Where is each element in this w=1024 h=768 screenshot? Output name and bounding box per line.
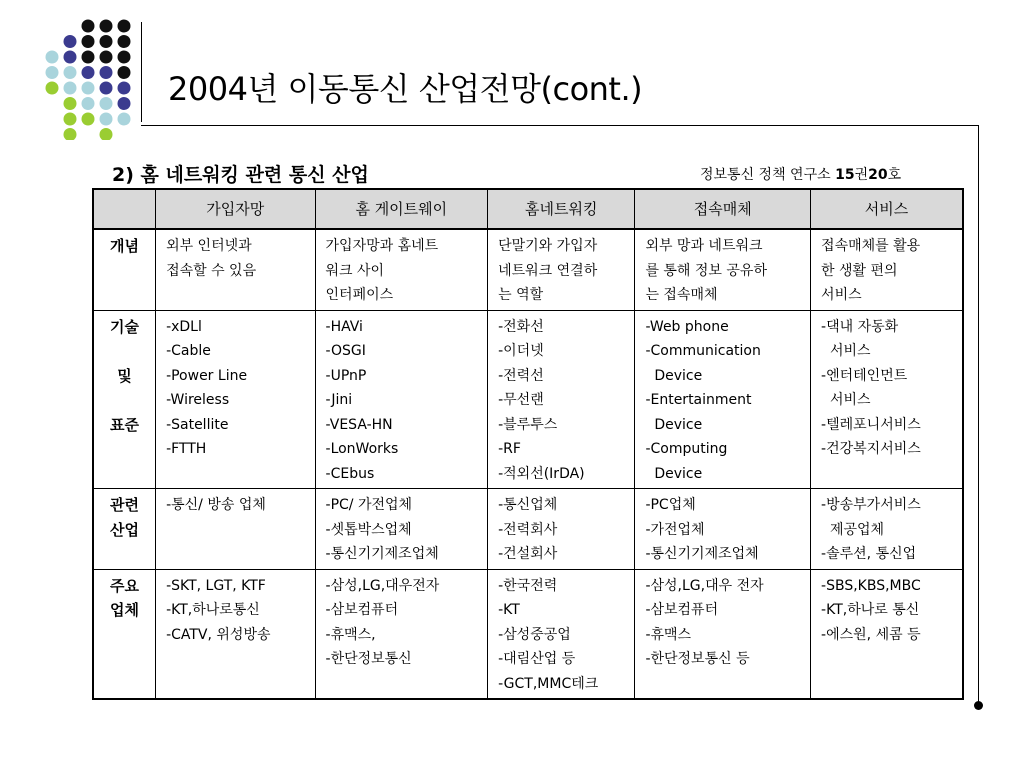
decorative-dot <box>82 35 95 48</box>
cell-line: -PC/ 가전업체 <box>325 497 413 513</box>
source-issue: 20 <box>868 167 888 183</box>
cell-line: 한 생활 편의 <box>821 262 898 279</box>
cell-line: -LonWorks <box>325 441 399 457</box>
right-border-line <box>978 125 979 705</box>
row-header <box>93 489 156 570</box>
cell-line: -삼보컴퓨터 <box>645 602 719 618</box>
cell-line: -Communication <box>645 343 761 359</box>
decorative-dot <box>64 97 77 110</box>
row-header <box>93 310 156 489</box>
cell-line: -적외선(IrDA) <box>498 465 585 482</box>
decorative-dot <box>64 128 77 140</box>
cell-line: -전화선 <box>498 318 544 335</box>
cell-line: -건설회사 <box>498 546 558 562</box>
section-subtitle <box>112 160 369 187</box>
decorative-dot <box>100 51 113 64</box>
row-header-line <box>96 339 153 364</box>
table-cell <box>315 569 488 699</box>
row-header-line: 주요 <box>110 576 140 595</box>
cell-line: 단말기와 가입자 <box>498 238 598 254</box>
cell-line: -한국전력 <box>498 577 558 594</box>
cell-line: -통신기기제조업체 <box>325 546 439 562</box>
decorative-dot <box>118 82 131 95</box>
table-cell <box>488 229 635 310</box>
table-cell <box>156 310 315 489</box>
cell-line: -텔레포니서비스 <box>821 416 921 433</box>
decorative-dot <box>82 113 95 126</box>
cell-line: 접속매체를 활용 <box>821 238 921 254</box>
cell-line: -KT,하나로통신 <box>166 602 260 618</box>
table-header-row <box>93 189 963 229</box>
decorative-dot <box>100 35 113 48</box>
cell-line: -이더넷 <box>498 343 544 359</box>
decorative-dot <box>100 82 113 95</box>
dot-grid-graphic <box>44 18 134 140</box>
table-cell <box>635 229 811 310</box>
cell-line: -가전업체 <box>645 521 705 538</box>
source-volume: 15 <box>835 167 855 183</box>
cell-line: -솔루션, 통신업 <box>821 546 917 562</box>
column-header <box>93 189 156 229</box>
cell-line: -댁내 자동화 <box>821 318 899 335</box>
cell-line: -엔터테인먼트 <box>821 367 908 384</box>
cell-line: -RF <box>498 441 521 457</box>
row-header-line: 관련 <box>110 496 140 514</box>
cell-line: -전력선 <box>498 367 544 384</box>
cell-line: -Web phone <box>645 318 729 335</box>
cell-line: -통신업체 <box>498 497 558 513</box>
cell-line: 제공업체 <box>821 521 885 538</box>
row-header <box>93 569 156 699</box>
decorative-dot <box>82 82 95 95</box>
table-row <box>93 489 963 570</box>
cell-line: -통신기기제조업체 <box>645 546 759 562</box>
decorative-dot <box>100 20 113 33</box>
cell-line: -SBS,KBS,MBC <box>821 577 921 594</box>
cell-line: 는 역할 <box>498 287 544 303</box>
table-cell <box>811 489 963 570</box>
cell-line: 네트워크 연결하 <box>498 262 598 279</box>
decorative-dot <box>82 51 95 64</box>
cell-line: -FTTH <box>166 441 207 457</box>
title-divider-vertical <box>141 22 142 122</box>
cell-line: -GCT,MMC테크 <box>498 675 599 692</box>
source-citation <box>700 164 901 184</box>
decorative-dot <box>82 20 95 33</box>
table-cell <box>315 489 488 570</box>
row-header-line: 개념 <box>110 237 140 255</box>
row-header-line: 표준 <box>110 415 140 434</box>
table-cell <box>156 489 315 570</box>
table-row <box>93 310 963 489</box>
table-cell <box>635 310 811 489</box>
page-title: 2004년 이동통신 산업전망(cont.) <box>168 70 643 108</box>
table-cell <box>635 489 811 570</box>
cell-line: -에스원, 세콤 등 <box>821 626 921 643</box>
cell-line: Device <box>645 416 703 433</box>
cell-line: -방송부가서비스 <box>821 497 921 513</box>
decorative-dot <box>82 66 95 79</box>
table-cell <box>811 310 963 489</box>
home-networking-table <box>92 188 964 700</box>
decorative-dot <box>118 35 131 48</box>
decorative-dot <box>118 66 131 79</box>
cell-line: -한단정보통신 <box>325 651 412 667</box>
row-header <box>93 229 156 310</box>
cell-line: -xDLl <box>166 318 202 335</box>
cell-line: -HAVi <box>325 318 363 335</box>
table-cell <box>156 569 315 699</box>
cell-line: 워크 사이 <box>325 262 385 279</box>
cell-line: 서비스 <box>821 287 862 303</box>
decorative-dot <box>64 66 77 79</box>
cell-line: -무선랜 <box>498 392 544 408</box>
table-cell <box>811 569 963 699</box>
decorative-dot <box>64 82 77 95</box>
cell-line: 는 접속매체 <box>645 287 718 303</box>
column-header: 홈 게이트웨이 <box>315 189 488 229</box>
table-cell <box>635 569 811 699</box>
row-header-line: 기술 <box>110 317 140 336</box>
table-cell <box>488 569 635 699</box>
row-header-line: 업체 <box>110 601 140 619</box>
cell-line: -삼성,LG,대우전자 <box>325 577 440 594</box>
cell-line: 서비스 <box>821 343 871 359</box>
decorative-dot <box>46 82 59 95</box>
cell-line: -Jini <box>325 392 353 408</box>
cell-line: 인터페이스 <box>325 287 394 303</box>
decorative-dot <box>100 97 113 110</box>
cell-line: -삼보컴퓨터 <box>325 602 399 618</box>
decorative-dot <box>100 66 113 79</box>
cell-line: -CATV, 위성방송 <box>166 626 271 643</box>
decorative-dot <box>46 51 59 64</box>
cell-line: -블루투스 <box>498 416 558 433</box>
decorative-dot <box>64 113 77 126</box>
row-header-line: 및 <box>117 366 132 385</box>
decorative-dot <box>46 66 59 79</box>
cell-line: -Entertainment <box>645 392 752 408</box>
cell-line: 외부 망과 네트워크 <box>645 238 763 254</box>
cell-line: -KT <box>498 602 520 618</box>
cell-line: -건강복지서비스 <box>821 441 921 457</box>
source-mid: 권 <box>854 167 869 183</box>
decorative-dot <box>100 128 113 140</box>
cell-line: -UPnP <box>325 367 367 384</box>
row-header-line: 산업 <box>110 520 140 539</box>
cell-line: -SKT, LGT, KTF <box>166 577 266 594</box>
cell-line: 외부 인터넷과 <box>166 238 252 254</box>
cell-line: -Power Line <box>166 367 248 384</box>
cell-line: 를 통해 정보 공유하 <box>645 262 767 279</box>
cell-line: -Cable <box>166 343 211 359</box>
column-header: 가입자망 <box>156 189 315 229</box>
cell-line: Device <box>645 367 703 384</box>
cell-line: -Wireless <box>166 392 230 408</box>
decorative-dot-grid <box>44 18 134 140</box>
decorative-dot <box>82 97 95 110</box>
row-header-line <box>96 388 153 413</box>
table-row <box>93 229 963 310</box>
decorative-dot <box>118 113 131 126</box>
cell-line: -전력회사 <box>498 521 558 538</box>
cell-line: -KT,하나로 통신 <box>821 602 920 618</box>
source-prefix: 정보통신 정책 연구소 <box>700 167 836 183</box>
cell-line: -OSGI <box>325 343 366 359</box>
cell-line: 가입자망과 홈네트 <box>325 238 439 254</box>
decorative-dot <box>64 51 77 64</box>
table-cell <box>315 310 488 489</box>
column-header: 서비스 <box>811 189 963 229</box>
table-cell <box>315 229 488 310</box>
cell-line: -셋톱박스업체 <box>325 521 412 538</box>
decorative-dot <box>118 20 131 33</box>
source-suffix: 호 <box>887 167 902 183</box>
cell-line: -휴맥스 <box>645 626 692 643</box>
decorative-dot <box>118 97 131 110</box>
table-row <box>93 569 963 699</box>
column-header: 접속매체 <box>635 189 811 229</box>
cell-line: -삼성중공업 <box>498 626 571 643</box>
column-header: 홈네트워킹 <box>488 189 635 229</box>
cell-line: -한단정보통신 등 <box>645 651 750 667</box>
cell-line: -대림산업 등 <box>498 651 576 667</box>
table-body <box>93 229 963 699</box>
decorative-dot <box>64 35 77 48</box>
cell-line: 서비스 <box>821 392 871 408</box>
cell-line: -CEbus <box>325 465 375 482</box>
cell-line: -삼성,LG,대우 전자 <box>645 577 764 594</box>
table-cell <box>156 229 315 310</box>
line-end-dot <box>974 701 983 710</box>
cell-line: -Satellite <box>166 416 229 433</box>
cell-line: -통신/ 방송 업체 <box>166 497 266 513</box>
subtitle-text: 홈 네트워킹 관련 통신 산업 <box>133 164 369 186</box>
subtitle-number: 2) <box>112 164 134 186</box>
decorative-dot <box>100 113 113 126</box>
cell-line: 접속할 수 있음 <box>166 262 257 279</box>
table-cell <box>488 310 635 489</box>
cell-line: -PC업체 <box>645 497 696 513</box>
title-divider-horizontal <box>141 125 978 126</box>
table-cell <box>488 489 635 570</box>
cell-line: Device <box>645 465 703 482</box>
cell-line: -VESA-HN <box>325 416 393 433</box>
cell-line: -Computing <box>645 441 728 457</box>
table-cell <box>811 229 963 310</box>
decorative-dot <box>118 51 131 64</box>
cell-line: -휴맥스, <box>325 626 376 643</box>
